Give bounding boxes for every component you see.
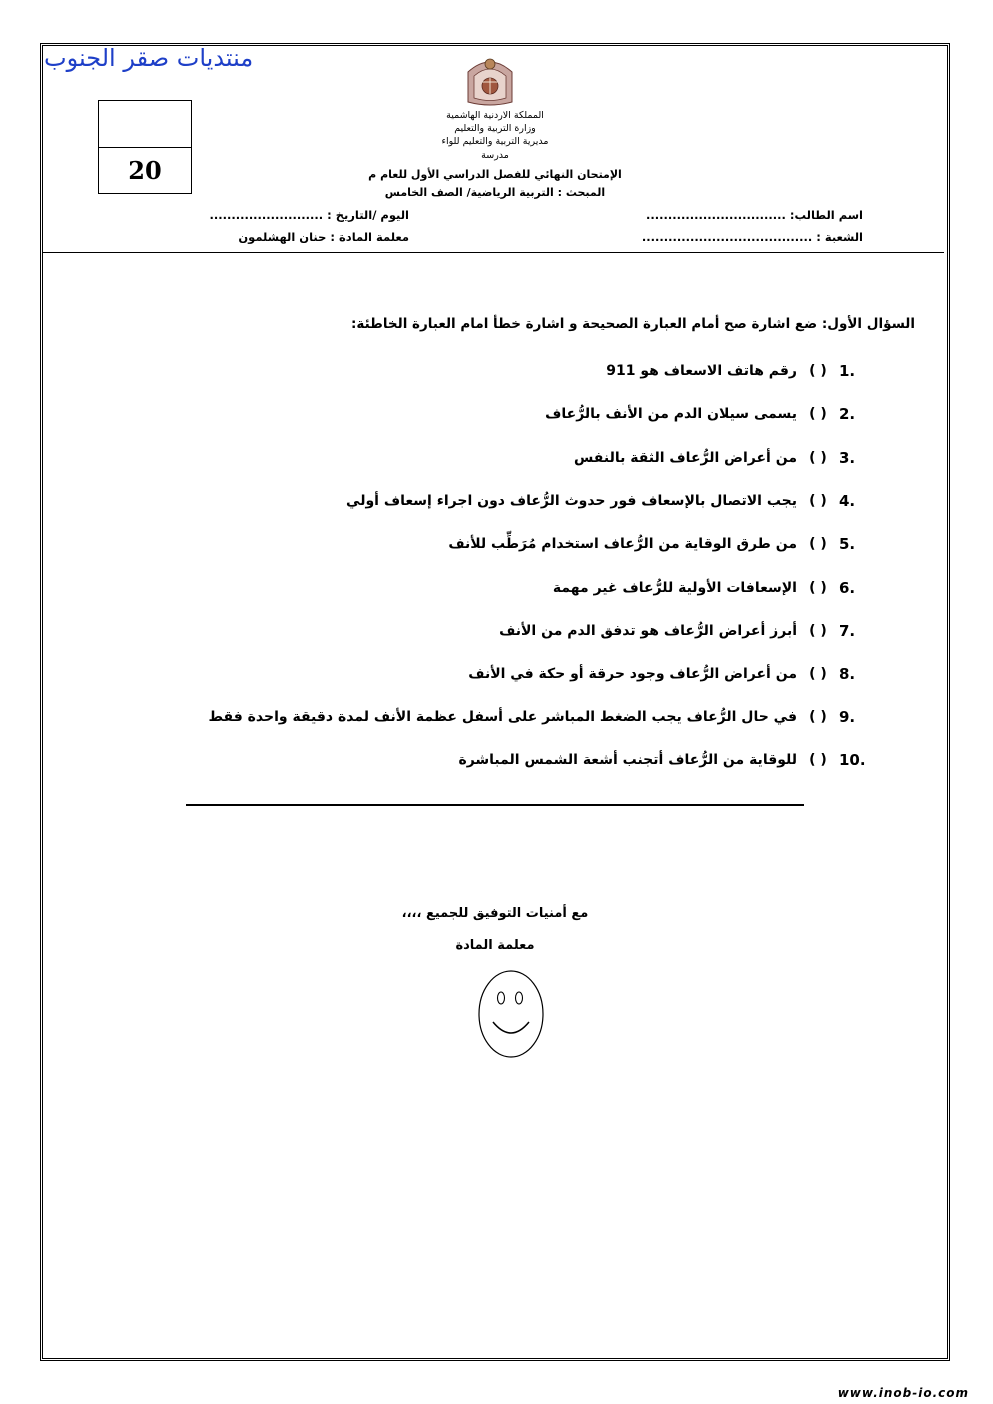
exam-title: الإمتحان النهائي للفصل الدراسي الأول للعام م — [368, 168, 622, 181]
student-name-field[interactable]: اسم الطالب: ................................ — [646, 208, 863, 222]
forum-watermark: منتديات صقر الجنوب — [44, 44, 254, 72]
answer-blank[interactable]: ( ) — [809, 752, 827, 768]
header-directorate: مديرية التربية والتعليم للواء — [441, 136, 549, 147]
section-field[interactable]: الشعبة : ....................................... — [641, 230, 863, 244]
answer-blank[interactable]: ( ) — [809, 406, 827, 422]
item-statement: يجب الاتصال بالإسعاف فور حدوث الرُّعاف دون اجراء إسعاف أولي — [346, 493, 797, 509]
score-entry-cell[interactable] — [99, 101, 191, 148]
end-divider — [186, 804, 804, 806]
closing-signature: معلمة المادة — [455, 938, 535, 953]
closing-wishes: مع أمنيات التوفيق للجميع ،،،، — [401, 906, 589, 921]
item-number: 1. — [839, 362, 856, 380]
question-item — [209, 708, 875, 726]
question-item — [499, 622, 875, 640]
question-item — [468, 665, 875, 683]
question-item — [545, 405, 875, 423]
item-statement: الإسعافات الأولية للرُّعاف غير مهمة — [552, 580, 797, 596]
score-total: 20 — [128, 156, 162, 185]
score-box — [98, 100, 192, 194]
item-statement: يسمى سيلان الدم من الأنف بالرُّعاف — [545, 406, 797, 422]
footer-url: www.inob-io.com — [837, 1386, 969, 1400]
jordan-crest-icon — [460, 52, 520, 108]
answer-blank[interactable]: ( ) — [809, 363, 827, 379]
item-number: 5. — [839, 535, 856, 553]
header-school: مدرسة — [481, 150, 509, 161]
item-number: 9. — [839, 708, 856, 726]
question-item — [553, 579, 875, 597]
answer-blank[interactable]: ( ) — [809, 666, 827, 682]
answer-blank[interactable]: ( ) — [809, 536, 827, 552]
item-number: 2. — [839, 405, 856, 423]
subject-line: المبحث : التربية الرياضية/ الصف الخامس — [384, 186, 606, 199]
item-number: 6. — [839, 579, 856, 597]
item-statement: للوقاية من الرُّعاف أتجنب أشعة الشمس المباشرة — [458, 752, 797, 768]
item-statement: أبرز أعراض الرُّعاف هو تدفق الدم من الأنف — [499, 623, 797, 639]
item-number: 10. — [839, 751, 866, 769]
answer-blank[interactable]: ( ) — [809, 623, 827, 639]
question-title: السؤال الأول: ضع اشارة صح أمام العبارة الصحيحة و اشارة خطأ امام العبارة الخاطئة: — [351, 316, 915, 332]
question-item — [574, 449, 875, 467]
item-statement: من أعراض الرُّعاف وجود حرقة أو حكة في الأنف — [468, 666, 797, 682]
answer-blank[interactable]: ( ) — [809, 493, 827, 509]
question-item — [346, 492, 875, 510]
answer-blank[interactable]: ( ) — [809, 709, 827, 725]
teacher-name: معلمة المادة : حنان الهشلمون — [238, 230, 409, 244]
item-statement: في حال الرُّعاف يجب الضغط المباشر على أسفل عظمة الأنف لمدة دقيقة واحدة فقط — [208, 709, 797, 725]
question-item — [606, 362, 875, 380]
question-item — [458, 751, 875, 769]
question-item — [448, 535, 875, 553]
smiley-face-icon — [476, 968, 546, 1060]
header-ministry: وزارة التربية والتعليم — [454, 123, 536, 134]
answer-blank[interactable]: ( ) — [809, 450, 827, 466]
item-number: 7. — [839, 622, 856, 640]
item-number: 4. — [839, 492, 856, 510]
item-statement: رقم هاتف الاسعاف هو 911 — [606, 363, 797, 379]
item-statement: من طرق الوقاية من الرُّعاف استخدام مُرَطِّب للأنف — [448, 536, 797, 552]
item-number: 8. — [839, 665, 856, 683]
answer-blank[interactable]: ( ) — [809, 580, 827, 596]
day-date-field[interactable]: اليوم /التاريخ : .......................... — [209, 208, 409, 222]
header-divider — [42, 252, 944, 253]
item-statement: من أعراض الرُّعاف الثقة بالنفس — [573, 450, 797, 466]
header-kingdom: المملكة الاردنية الهاشمية — [446, 110, 544, 121]
item-number: 3. — [839, 449, 856, 467]
